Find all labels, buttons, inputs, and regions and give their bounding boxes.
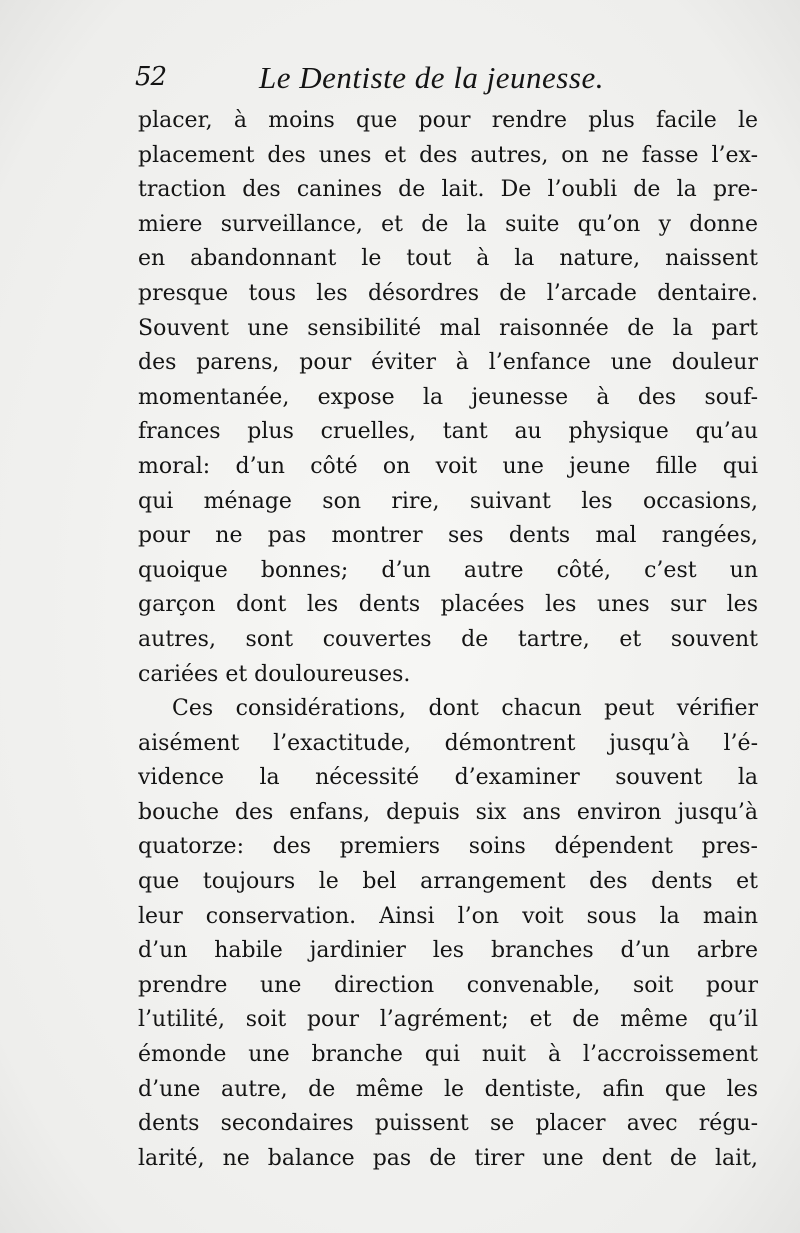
text-line: placement des unes et des autres, on ne fasse l’ex-: [138, 142, 758, 168]
text-line: frances plus cruelles, tant au physique qu’au: [138, 419, 758, 445]
text-body: [138, 104, 758, 1176]
text-line: d’un habile jardinier les branches d’un arbre: [138, 938, 758, 964]
text-line: prendre une direction convenable, soit pour: [138, 972, 758, 998]
text-line: émonde une branche qui nuit à l’accroissement: [138, 1042, 758, 1068]
text-line: qui ménage son rire, suivant les occasions,: [138, 488, 758, 514]
text-line: leur conservation. Ainsi l’on voit sous la main: [138, 903, 758, 929]
text-line: dents secondaires puissent se placer avec régu-: [138, 1111, 758, 1137]
text-line: des parens, pour éviter à l’enfance une douleur: [138, 350, 758, 376]
page-number: 52: [135, 62, 167, 92]
text-line: placer, à moins que pour rendre plus facile le: [138, 108, 758, 133]
text-line: Souvent une sensibilité mal raisonnée de la part: [138, 315, 758, 341]
text-line: vidence la nécessité d’examiner souvent la: [138, 765, 758, 791]
text-line: presque tous les désordres de l’arcade dentaire.: [138, 280, 758, 306]
text-line: momentanée, expose la jeunesse à des souf-: [138, 384, 758, 410]
text-line: autres, sont couvertes de tartre, et souvent: [138, 626, 758, 652]
text-line: bouche des enfans, depuis six ans environ jusqu’à: [138, 799, 758, 825]
running-title: Le Dentiste de la jeunesse.: [259, 60, 604, 95]
text-line: moral: d’un côté on voit une jeune fille qui: [138, 453, 758, 479]
text-line: pour ne pas montrer ses dents mal rangées,: [138, 523, 758, 549]
text-line: que toujours le bel arrangement des dents et: [138, 869, 758, 895]
text-line: aisément l’exactitude, démontrent jusqu’à l’é-: [138, 730, 758, 756]
text-line: l’utilité, soit pour l’agrément; et de même qu’il: [138, 1007, 758, 1033]
text-line: traction des canines de lait. De l’oubli de la pre-: [138, 177, 758, 203]
paragraph-start-line: Ces considérations, dont chacun peut vérifier: [172, 696, 758, 722]
text-line: quoique bonnes; d’un autre côté, c’est un: [138, 557, 758, 583]
page-header: [135, 58, 755, 98]
text-line: larité, ne balance pas de tirer une dent de lait,: [138, 1145, 758, 1171]
text-line: quatorze: des premiers soins dépendent pres-: [138, 834, 758, 860]
text-line: en abandonnant le tout à la nature, naissent: [138, 246, 758, 272]
text-line: d’une autre, de même le dentiste, afin que les: [138, 1076, 758, 1102]
paragraph-end-line: cariées et douloureuses.: [138, 661, 411, 687]
text-line: miere surveillance, et de la suite qu’on y donne: [138, 211, 758, 237]
text-line: garçon dont les dents placées les unes sur les: [138, 592, 758, 618]
